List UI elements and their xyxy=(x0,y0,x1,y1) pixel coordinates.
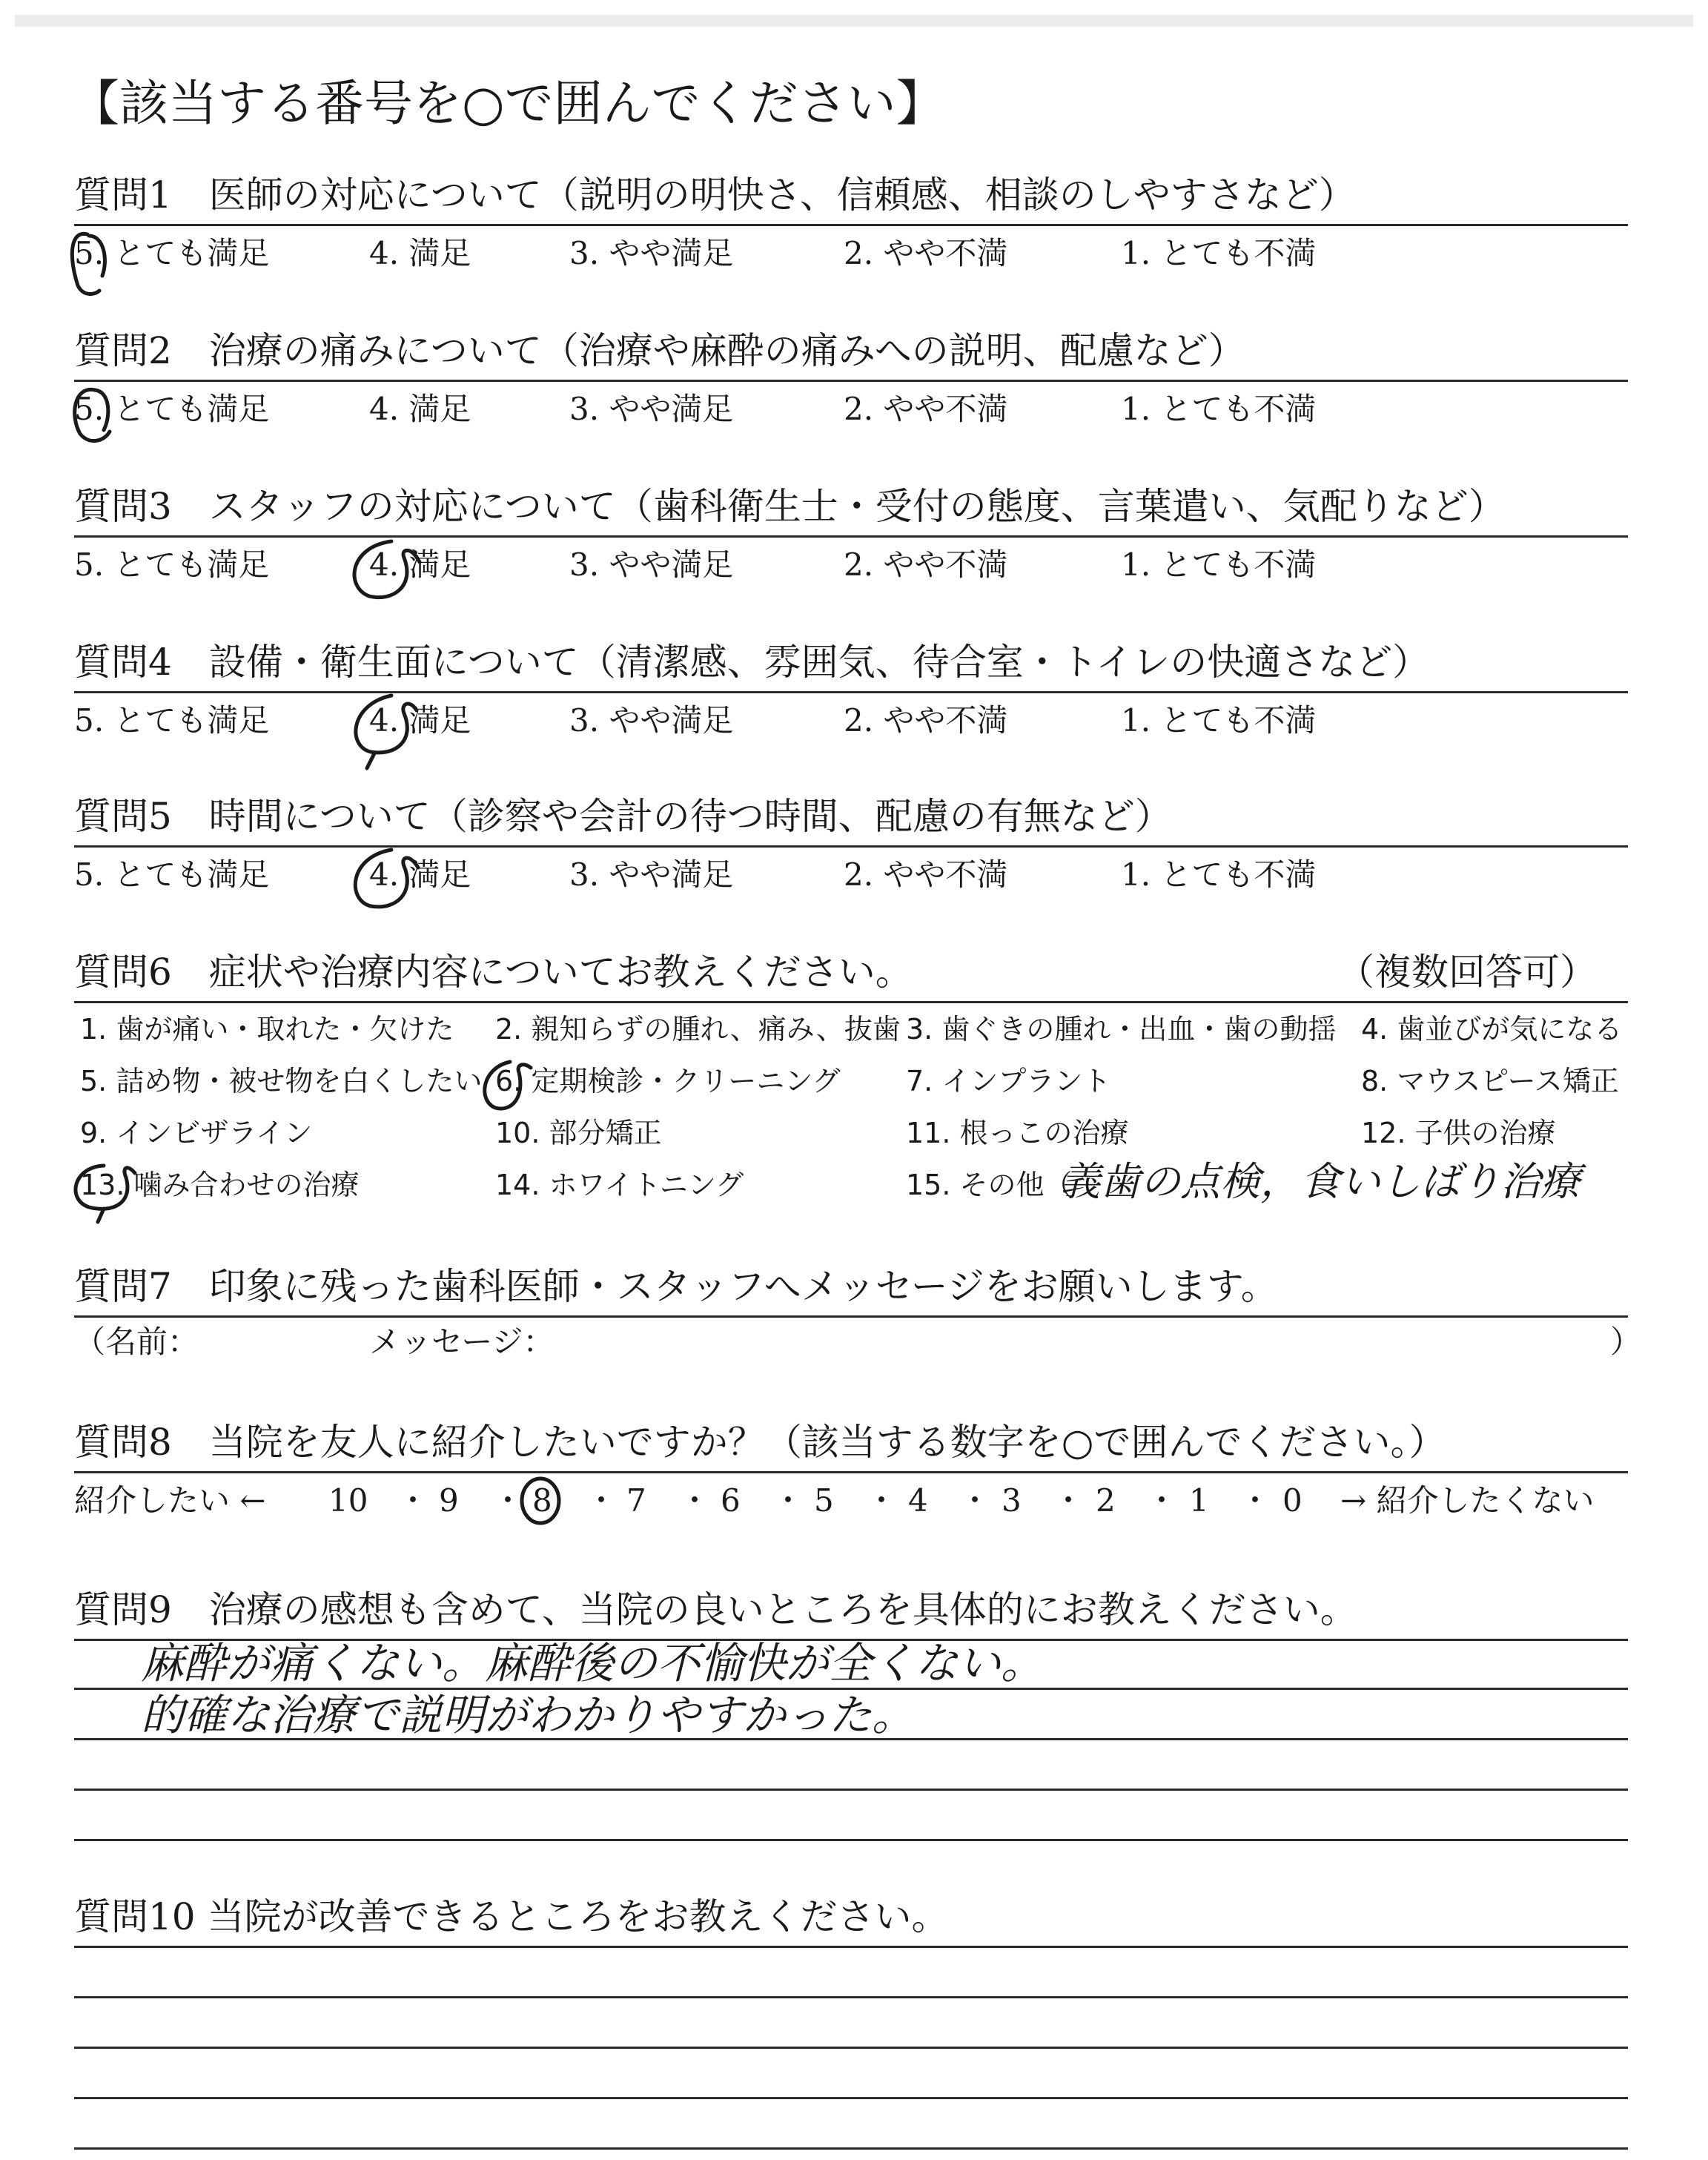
symptom-option-6[interactable]: 6. 定期検診・クリーニング xyxy=(495,1065,841,1097)
answer-line xyxy=(74,2147,1628,2150)
rating-option-1[interactable]: 1. とても不満 xyxy=(1121,856,1317,893)
question-title: 質問8 当院を友人に紹介したいですか？（該当する数字を○で囲んでください。） xyxy=(74,1421,1446,1464)
question-title: 質問10 当院が改善できるところをお教えください。 xyxy=(74,1895,949,1938)
score-6[interactable]: 6 xyxy=(721,1482,741,1519)
score-separator: ・ xyxy=(1053,1482,1085,1519)
other-handwritten-answer[interactable]: 義歯の点検，食いしばり治療 xyxy=(1060,1158,1580,1205)
question-title: 質問5 時間について（診察や会計の待つ時間、配慮の有無など） xyxy=(74,795,1172,838)
score-0[interactable]: 0 xyxy=(1282,1482,1302,1519)
divider xyxy=(74,535,1628,538)
close-paren: ） xyxy=(1610,1324,1642,1360)
divider xyxy=(74,1001,1628,1003)
score-separator: ・ xyxy=(1239,1482,1271,1519)
rating-option-3[interactable]: 3. やや満足 xyxy=(569,546,734,583)
rating-option-4[interactable]: 4. 満足 xyxy=(369,702,471,739)
rating-option-5[interactable]: 5. とても満足 xyxy=(74,235,270,271)
score-separator: ・ xyxy=(866,1482,898,1519)
score-9[interactable]: 9 xyxy=(439,1482,459,1519)
score-3[interactable]: 3 xyxy=(1002,1482,1022,1519)
handwritten-answer-line-1[interactable]: 麻酔が痛くない。麻酔後の不愉快が全くない。 xyxy=(141,1638,1045,1688)
symptom-option-7[interactable]: 7. インプラント xyxy=(906,1065,1111,1097)
handwritten-answer-line-2[interactable]: 的確な治療で説明がわかりやすかった。 xyxy=(141,1690,916,1740)
divider xyxy=(74,845,1628,848)
symptom-option-9[interactable]: 9. インビザライン xyxy=(80,1117,313,1149)
score-separator: ・ xyxy=(586,1482,618,1519)
answer-line xyxy=(74,2047,1628,2049)
score-7[interactable]: 7 xyxy=(626,1482,646,1519)
recommend-label: 紹介したい ← xyxy=(74,1482,266,1519)
question-title: 質問7 印象に残った歯科医師・スタッフへメッセージをお願いします。 xyxy=(74,1265,1278,1308)
scan-top-band xyxy=(15,15,1693,27)
rating-option-5[interactable]: 5. とても満足 xyxy=(74,391,270,427)
not-recommend-label: → 紹介したくない xyxy=(1340,1482,1595,1519)
rating-option-5[interactable]: 5. とても満足 xyxy=(74,856,270,893)
rating-option-5[interactable]: 5. とても満足 xyxy=(74,546,270,583)
rating-option-2[interactable]: 2. やや不満 xyxy=(844,391,1008,427)
divider xyxy=(74,380,1628,382)
rating-option-3[interactable]: 3. やや満足 xyxy=(569,235,734,271)
rating-option-5[interactable]: 5. とても満足 xyxy=(74,702,270,739)
symptom-option-1[interactable]: 1. 歯が痛い・取れた・欠けた xyxy=(80,1013,454,1046)
question-title: 質問2 治療の痛みについて（治療や麻酔の痛みへの説明、配慮など） xyxy=(74,329,1245,372)
score-separator: ・ xyxy=(959,1482,991,1519)
score-10[interactable]: 10 xyxy=(328,1482,368,1519)
divider xyxy=(74,691,1628,693)
symptom-option-3[interactable]: 3. 歯ぐきの腫れ・出血・歯の動揺 xyxy=(906,1013,1337,1046)
answer-line xyxy=(74,2097,1628,2099)
symptom-option-12[interactable]: 12. 子供の治療 xyxy=(1361,1117,1556,1149)
answer-line xyxy=(74,1946,1628,1948)
answer-line xyxy=(74,1839,1628,1841)
score-5[interactable]: 5 xyxy=(814,1482,834,1519)
rating-option-2[interactable]: 2. やや不満 xyxy=(844,235,1008,271)
rating-option-3[interactable]: 3. やや満足 xyxy=(569,856,734,893)
score-separator: ・ xyxy=(772,1482,804,1519)
score-separator: ・ xyxy=(492,1482,524,1519)
symptom-option-11[interactable]: 11. 根っこの治療 xyxy=(906,1117,1129,1149)
rating-option-4[interactable]: 4. 満足 xyxy=(369,235,471,271)
symptom-option-10[interactable]: 10. 部分矯正 xyxy=(495,1117,662,1149)
symptom-option-14[interactable]: 14. ホワイトニング xyxy=(495,1169,744,1201)
rating-option-1[interactable]: 1. とても不満 xyxy=(1121,702,1317,739)
symptom-option-4[interactable]: 4. 歯並びが気になる xyxy=(1361,1013,1623,1046)
question-title: 質問9 治療の感想も含めて、当院の良いところを具体的にお教えください。 xyxy=(74,1588,1357,1631)
score-4[interactable]: 4 xyxy=(908,1482,928,1519)
score-separator: ・ xyxy=(1146,1482,1178,1519)
rating-option-2[interactable]: 2. やや不満 xyxy=(844,702,1008,739)
rating-option-4[interactable]: 4. 満足 xyxy=(369,546,471,583)
symptom-option-13[interactable]: 13. 噛み合わせの治療 xyxy=(80,1169,360,1201)
symptom-option-2[interactable]: 2. 親知らずの腫れ、痛み、抜歯 xyxy=(495,1013,901,1046)
rating-option-3[interactable]: 3. やや満足 xyxy=(569,391,734,427)
question-title: 質問3 スタッフの対応について（歯科衛生士・受付の態度、言葉遣い、気配りなど） xyxy=(74,485,1506,528)
score-1[interactable]: 1 xyxy=(1189,1482,1209,1519)
symptom-option-15[interactable]: 15. その他（ xyxy=(906,1169,1073,1201)
rating-option-2[interactable]: 2. やや不満 xyxy=(844,856,1008,893)
question-title: 質問6 症状や治療内容についてお教えください。 xyxy=(74,951,913,994)
multiple-answer-note: （複数回答可） xyxy=(1337,951,1597,994)
answer-line xyxy=(74,1996,1628,1998)
divider xyxy=(74,1315,1628,1318)
score-2[interactable]: 2 xyxy=(1096,1482,1116,1519)
rating-option-1[interactable]: 1. とても不満 xyxy=(1121,391,1317,427)
instruction-header: 【該当する番号を○で囲んでください】 xyxy=(70,75,945,132)
divider xyxy=(74,224,1628,226)
score-separator: ・ xyxy=(679,1482,711,1519)
rating-option-1[interactable]: 1. とても不満 xyxy=(1121,235,1317,271)
rating-option-1[interactable]: 1. とても不満 xyxy=(1121,546,1317,583)
score-8[interactable]: 8 xyxy=(532,1482,552,1519)
message-label: メッセージ： xyxy=(369,1324,555,1360)
question-title: 質問4 設備・衛生面について（清潔感、雰囲気、待合室・トイレの快適さなど） xyxy=(74,641,1430,684)
rating-option-4[interactable]: 4. 満足 xyxy=(369,856,471,893)
symptom-option-5[interactable]: 5. 詰め物・被せ物を白くしたい xyxy=(80,1065,483,1097)
rating-option-3[interactable]: 3. やや満足 xyxy=(569,702,734,739)
divider xyxy=(74,1471,1628,1473)
symptom-option-8[interactable]: 8. マウスピース矯正 xyxy=(1361,1065,1619,1097)
question-title: 質問1 医師の対応について（説明の明快さ、信頼感、相談のしやすさなど） xyxy=(74,174,1356,217)
name-label: （名前： xyxy=(74,1324,199,1360)
answer-line xyxy=(74,1789,1628,1791)
rating-option-4[interactable]: 4. 満足 xyxy=(369,391,471,427)
score-separator: ・ xyxy=(397,1482,429,1519)
rating-option-2[interactable]: 2. やや不満 xyxy=(844,546,1008,583)
